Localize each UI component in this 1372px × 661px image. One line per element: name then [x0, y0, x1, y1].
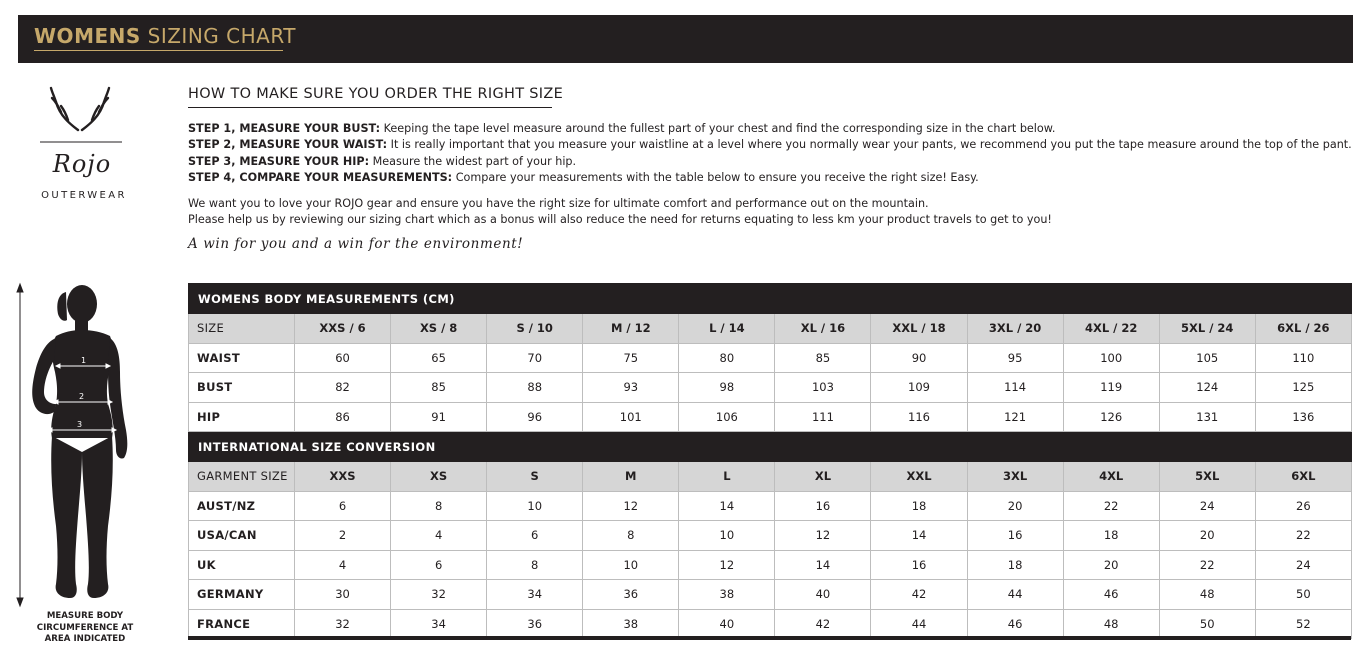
row-label: WAIST: [189, 343, 295, 373]
brand-logo: [30, 84, 140, 209]
table-cell: 65: [391, 343, 487, 373]
table-cell: 42: [871, 580, 967, 610]
page-title-light: SIZING CHART: [140, 24, 296, 48]
table-cell: 6XL / 26: [1255, 314, 1351, 344]
intro-paragraph: [188, 196, 1358, 229]
table-cell: 14: [679, 491, 775, 521]
table-cell: 48: [1159, 580, 1255, 610]
table-row: [189, 580, 1352, 610]
page-title-bold: WOMENS: [34, 24, 141, 48]
table-cell: 12: [679, 550, 775, 580]
step-1: [188, 121, 1358, 137]
table-row: [189, 343, 1352, 373]
table-cell: 6XL: [1255, 462, 1351, 492]
intl-conversion-section: [189, 432, 1352, 462]
step-4: [188, 170, 1358, 186]
table-cell: 2: [295, 521, 391, 551]
table-cell: 32: [391, 580, 487, 610]
table-cell: 12: [775, 521, 871, 551]
table-cell: 50: [1255, 580, 1351, 610]
row-label: FRANCE: [189, 609, 295, 639]
table-cell: 121: [967, 402, 1063, 432]
step-text: Compare your measurements with the table below to ensure you receive the right size! Easy.: [452, 170, 979, 184]
table-cell: L / 14: [679, 314, 775, 344]
page-header-bar: [18, 15, 1353, 63]
instructions-title-underline: [188, 107, 552, 108]
table-row: [189, 402, 1352, 432]
table-cell: 8: [391, 491, 487, 521]
table-cell: 136: [1255, 402, 1351, 432]
table-cell: 46: [967, 609, 1063, 639]
table-cell: 30: [295, 580, 391, 610]
intl-header-row: [189, 462, 1352, 492]
table-cell: 95: [967, 343, 1063, 373]
step-text: It is really important that you measure your waistline at a level where you normally wear your pants, we recommend you put the tape measure around the top of the pant.: [387, 138, 1352, 152]
table-cell: 22: [1159, 550, 1255, 580]
body-measurements-section-label: WOMENS BODY MEASUREMENTS (CM): [189, 284, 1352, 314]
table-cell: 22: [1255, 521, 1351, 551]
instructions-title: HOW TO MAKE SURE YOU ORDER THE RIGHT SIZE: [188, 86, 564, 102]
table-cell: 10: [679, 521, 775, 551]
table-cell: 119: [1063, 373, 1159, 403]
row-label: BUST: [189, 373, 295, 403]
table-cell: 18: [967, 550, 1063, 580]
table-cell: 42: [775, 609, 871, 639]
table-cell: 48: [1063, 609, 1159, 639]
table-cell: 52: [1255, 609, 1351, 639]
marker-2: 2: [79, 392, 85, 401]
table-cell: 4: [295, 550, 391, 580]
table-cell: 86: [295, 402, 391, 432]
step-text: Keeping the tape level measure around the fullest part of your chest and find the corresponding size in the chart below.: [380, 122, 1056, 135]
table-cell: L: [679, 462, 775, 492]
table-cell: 18: [871, 491, 967, 521]
table-cell: XS / 8: [391, 314, 487, 344]
figure-caption: [20, 611, 150, 646]
table-cell: 4XL: [1063, 462, 1159, 492]
table-cell: 85: [391, 373, 487, 403]
table-cell: 10: [583, 550, 679, 580]
table-cell: 26: [1255, 491, 1351, 521]
table-cell: 8: [487, 550, 583, 580]
table-cell: XXS / 6: [295, 314, 391, 344]
table-cell: 14: [775, 550, 871, 580]
table-cell: 46: [1063, 580, 1159, 610]
table-cell: 20: [967, 491, 1063, 521]
table-cell: 3XL / 20: [967, 314, 1063, 344]
table-cell: XXL: [871, 462, 967, 492]
sizing-table: [188, 283, 1351, 639]
marker-3: 3: [77, 420, 83, 429]
table-cell: 36: [487, 609, 583, 639]
page-title: [34, 24, 296, 48]
row-label: SIZE: [189, 314, 295, 344]
intl-conversion-section-label: INTERNATIONAL SIZE CONVERSION: [189, 432, 1352, 462]
table-cell: 60: [295, 343, 391, 373]
table-cell: XXS: [295, 462, 391, 492]
table-cell: 22: [1063, 491, 1159, 521]
step-label: STEP 1, MEASURE YOUR BUST:: [188, 122, 381, 135]
step-label: STEP 2, MEASURE YOUR WAIST:: [188, 138, 388, 152]
table-row: [189, 373, 1352, 403]
table-cell: 6: [295, 491, 391, 521]
table-cell: 70: [487, 343, 583, 373]
antlers-icon: [30, 84, 140, 154]
table-cell: 38: [679, 580, 775, 610]
body-measurements-section: [189, 284, 1352, 314]
table-cell: 3XL: [967, 462, 1063, 492]
table-cell: 40: [775, 580, 871, 610]
size-table: [188, 283, 1352, 639]
caption-line: CIRCUMFERENCE AT: [36, 622, 134, 633]
measurement-steps: [188, 121, 1358, 186]
table-cell: 96: [487, 402, 583, 432]
table-cell: 116: [871, 402, 967, 432]
table-cell: 14: [871, 521, 967, 551]
row-label: HIP: [189, 402, 295, 432]
table-cell: 111: [775, 402, 871, 432]
row-label: GERMANY: [189, 580, 295, 610]
table-cell: 4: [391, 521, 487, 551]
table-cell: 24: [1255, 550, 1351, 580]
table-cell: 88: [487, 373, 583, 403]
table-cell: 82: [295, 373, 391, 403]
body-figure: [12, 280, 152, 610]
table-cell: 101: [583, 402, 679, 432]
row-label: USA/CAN: [189, 521, 295, 551]
table-row: [189, 521, 1352, 551]
table-cell: 6: [391, 550, 487, 580]
table-cell: 16: [775, 491, 871, 521]
table-cell: 8: [583, 521, 679, 551]
table-cell: 34: [487, 580, 583, 610]
table-cell: S: [487, 462, 583, 492]
table-cell: 20: [1063, 550, 1159, 580]
table-cell: M / 12: [583, 314, 679, 344]
table-cell: 110: [1255, 343, 1351, 373]
table-cell: 85: [775, 343, 871, 373]
table-cell: 32: [295, 609, 391, 639]
step-3: [188, 154, 1358, 170]
caption-line: MEASURE BODY: [46, 611, 124, 621]
marker-1: 1: [81, 356, 87, 365]
table-cell: 98: [679, 373, 775, 403]
caption-line: AREA INDICATED: [44, 634, 126, 644]
table-cell: M: [583, 462, 679, 492]
table-cell: 114: [967, 373, 1063, 403]
step-label: STEP 4, COMPARE YOUR MEASUREMENTS:: [188, 170, 453, 184]
table-cell: 50: [1159, 609, 1255, 639]
table-cell: XL: [775, 462, 871, 492]
table-cell: 6: [487, 521, 583, 551]
table-cell: 44: [871, 609, 967, 639]
table-bottom-rule: [188, 636, 1351, 640]
table-cell: 18: [1063, 521, 1159, 551]
table-cell: 75: [583, 343, 679, 373]
table-cell: 38: [583, 609, 679, 639]
step-label: STEP 3, MEASURE YOUR HIP:: [188, 154, 370, 168]
table-cell: 131: [1159, 402, 1255, 432]
table-cell: 106: [679, 402, 775, 432]
table-cell: 100: [1063, 343, 1159, 373]
table-cell: 10: [487, 491, 583, 521]
paragraph-line: Please help us by reviewing our sizing chart which as a bonus will also reduce the need for returns equating to less km your product travels to get to you!: [188, 213, 1052, 227]
table-cell: 105: [1159, 343, 1255, 373]
table-row: [189, 609, 1352, 639]
body-silhouette-icon: [12, 280, 152, 610]
table-cell: XXL / 18: [871, 314, 967, 344]
step-2: [188, 137, 1358, 153]
table-cell: XL / 16: [775, 314, 871, 344]
table-cell: 34: [391, 609, 487, 639]
table-cell: 20: [1159, 521, 1255, 551]
table-cell: 103: [775, 373, 871, 403]
row-label: UK: [189, 550, 295, 580]
table-cell: 91: [391, 402, 487, 432]
table-cell: 36: [583, 580, 679, 610]
table-cell: 93: [583, 373, 679, 403]
step-text: Measure the widest part of your hip.: [369, 154, 577, 168]
table-cell: 109: [871, 373, 967, 403]
table-cell: 16: [871, 550, 967, 580]
table-cell: 5XL: [1159, 462, 1255, 492]
table-cell: XS: [391, 462, 487, 492]
table-cell: 5XL / 24: [1159, 314, 1255, 344]
table-row: [189, 491, 1352, 521]
table-row: [189, 550, 1352, 580]
table-cell: 40: [679, 609, 775, 639]
tagline: A win for you and a win for the environment!: [188, 236, 524, 252]
logo-wordmark: Rojo: [52, 150, 112, 178]
row-label: GARMENT SIZE: [189, 462, 295, 492]
table-cell: 124: [1159, 373, 1255, 403]
body-header-row: [189, 314, 1352, 344]
table-cell: 24: [1159, 491, 1255, 521]
table-cell: 125: [1255, 373, 1351, 403]
table-cell: 80: [679, 343, 775, 373]
table-cell: S / 10: [487, 314, 583, 344]
row-label: AUST/NZ: [189, 491, 295, 521]
title-underline: [34, 50, 283, 51]
table-cell: 4XL / 22: [1063, 314, 1159, 344]
logo-subtitle: OUTERWEAR: [41, 190, 127, 201]
table-cell: 90: [871, 343, 967, 373]
table-cell: 44: [967, 580, 1063, 610]
table-cell: 12: [583, 491, 679, 521]
table-cell: 126: [1063, 402, 1159, 432]
table-cell: 16: [967, 521, 1063, 551]
paragraph-line: We want you to love your ROJO gear and ensure you have the right size for ultimate comfort and performance out on the mountain.: [188, 197, 929, 210]
